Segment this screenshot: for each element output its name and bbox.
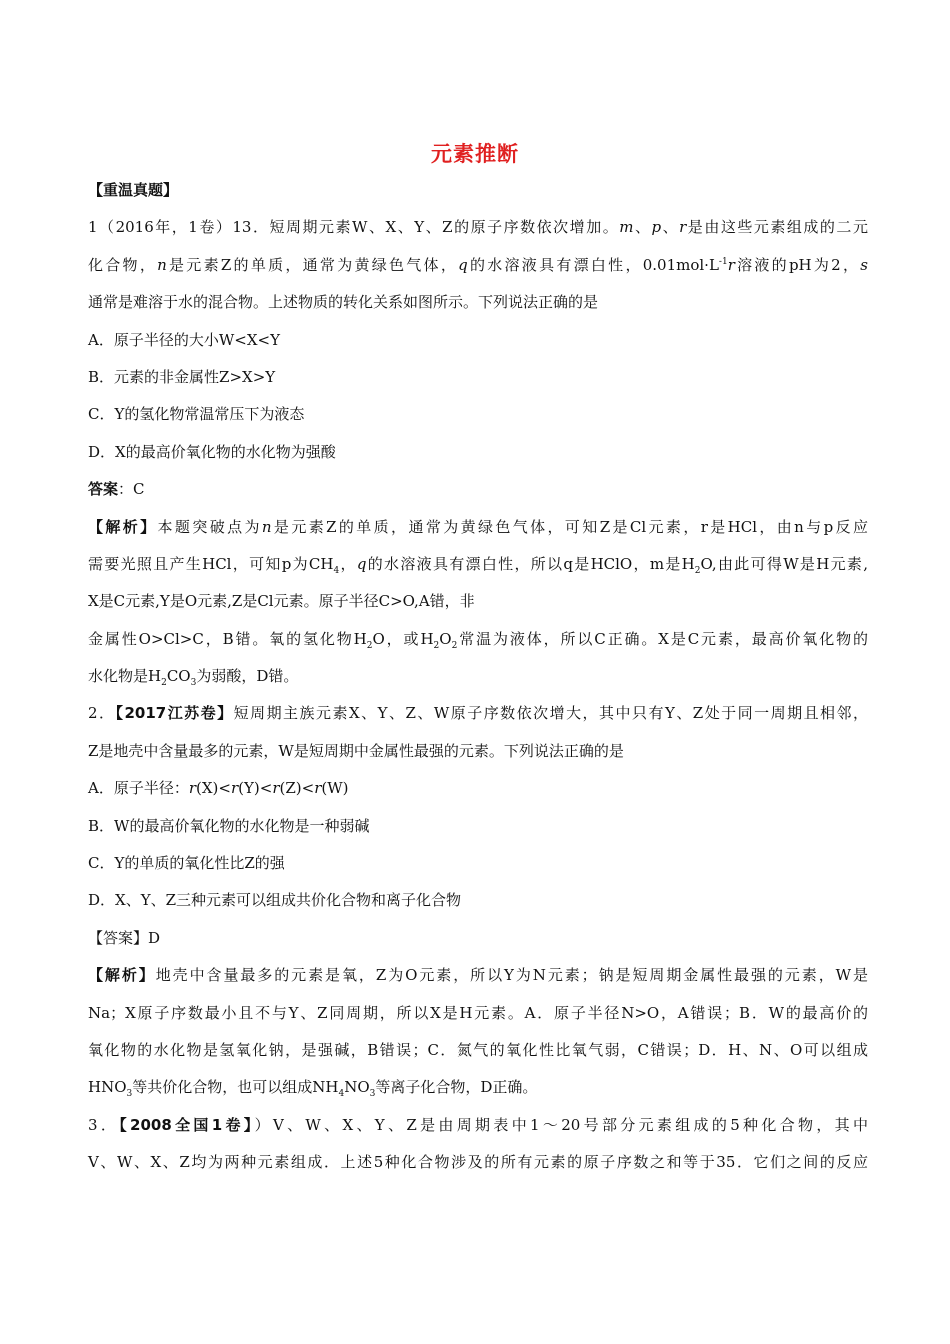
q2-option-d: D．X、Y、Z三种元素可以组成共价化合物和离子化合物 [88,891,462,910]
q3-stem-line-2: V、W、X、Z均为两种元素组成．上述5种化合物涉及的所有元素的原子序数之和等于35．它们之间的反应 [88,1153,868,1172]
q2-explanation-line-2: Na；X原子序数最小且不与Y、Z同周期，所以X是H元素。A．原子半径N>O，A错误；B．W的最高价的 [88,1003,868,1022]
section-label: 【重温真题】 [88,181,179,199]
q1-option-a: A．原子半径的大小W<X<Y [88,330,280,349]
q2-explanation-line-4: $HNO_3$等共价化合物，也可以组成$NH_4NO_3$等离子化合物，D正确。 [88,1078,538,1100]
q1-explanation-line-5: 水化物是$H_2CO_3$为弱酸，D错。 [88,667,299,689]
q1-option-b: B．元素的非金属性Z>X>Y [88,367,276,386]
q2-option-c: C．Y的单质的氧化性比Z的强 [88,854,285,873]
q1-answer: 答案：C [88,480,145,499]
q2-stem-line-2: Z是地壳中含量最多的元素，W是短周期中金属性最强的元素。下列说法正确的是 [88,741,624,760]
q3-stem-line-1: 3．【2008全国1卷】）V、W、X、Y、Z是由周期表中1～20号部分元素组成的5种化合物，其中 [88,1115,868,1134]
q1-stem-line-2: 化合物，n是元素Z的单质，通常为黄绿色气体，q的水溶液具有漂白性，$0.01mol\cdot L^{-1}r$溶液的pH为2，s [88,255,868,274]
document-body [88,172,868,1182]
q2-explanation-line-3: 氧化物的水化物是氢氧化钠，是强碱，B错误；C．氮气的氧化性比氧气弱，C错误；D．H、N、O可以组成 [88,1040,868,1059]
q1-option-d: D．X的最高价氧化物的水化物为强酸 [88,442,336,461]
q1-stem-line-1: 1（2016年，1卷）13．短周期元素W、X、Y、Z的原子序数依次增加。m、p、r是由这些元素组成的二元 [88,218,868,237]
q1-explanation-line-1: 【解析】本题突破点为n是元素Z的单质，通常为黄绿色气体，可知Z是Cl元素，r是HCl，由n与p反应 [88,517,868,536]
document-title: 元素推断 [431,142,519,166]
q2-stem-line-1: 2．【2017江苏卷】短周期主族元素X、Y、Z、W原子序数依次增大，其中只有Y、Z处于同一周期且相邻， [88,704,869,723]
q2-answer: 【答案】D [88,928,161,947]
q1-explanation-line-2: 需要光照且产生HCl，可知p为$CH_4$，q的水溶液具有漂白性，所以q是HClO，m是$H_2O$,由此可得W是H元素, [88,554,868,576]
q1-explanation-line-3: X是C元素,Y是O元素,Z是Cl元素。原子半径C>O,A错，非 [88,592,475,611]
q2-option-b: B．W的最高价氧化物的水化物是一种弱碱 [88,816,370,835]
q2-explanation-line-1: 【解析】地壳中含量最多的元素是氧，Z为O元素，所以Y为N元素；钠是短周期金属性最强的元素，W是 [88,966,868,985]
q1-option-c: C．Y的氢化物常温常压下为液态 [88,405,305,424]
q2-option-a: A．原子半径：r(X)<r(Y)<r(Z)<r(W) [88,779,349,798]
q1-explanation-line-4: 金属性O>Cl>C，B错。氧的氢化物$H_2O$，或$H_2O_2$常温为液体，所以C正确。X是C元素，最高价氧化物的 [88,629,868,651]
q1-stem-line-3: 通常是难溶于水的混合物。上述物质的转化关系如图所示。下列说法正确的是 [88,293,599,312]
